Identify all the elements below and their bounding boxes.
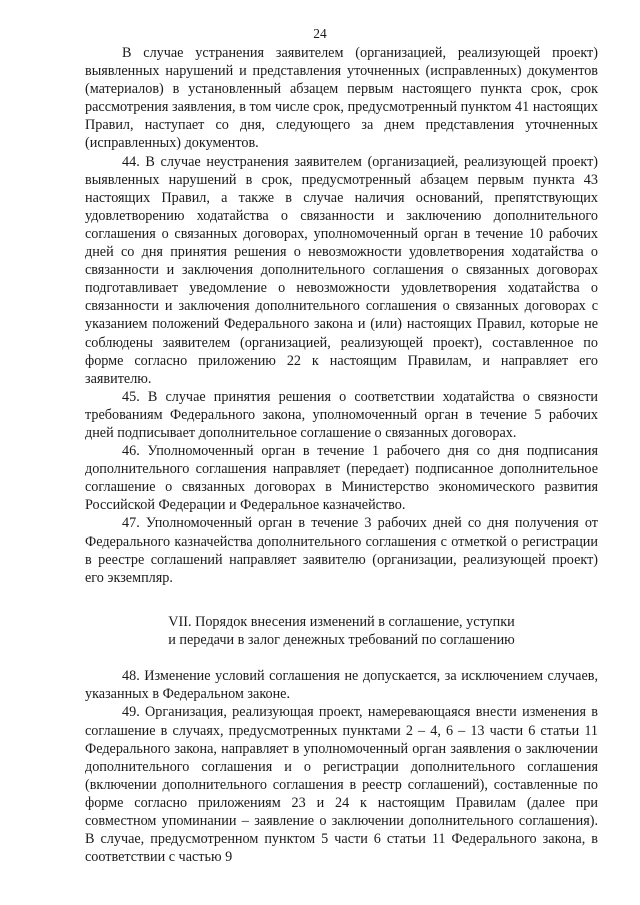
paragraph-49: 49. Организация, реализующая проект, намеревающаяся внести изменения в соглашение в случаях, предусмотренных пунктами 2 – 4, 6 – 13 части 6 статьи 11 Федерального закона, направляет в уполномоченный орган заявления о заключении дополнительного соглашения и о регистрации дополнительного соглашения (включении дополнительного соглашения в реестр соглашений), составленные по форме согласно приложениям 23 и 24 к настоящим Правилам (далее при совместном упоминании – заявление о заключении дополнительного соглашения). В случае, предусмотренном пунктом 5 части 6 статьи 11 Федерального закона, в соответствии с частью 9: [85, 704, 598, 866]
paragraph-47: 47. Уполномоченный орган в течение 3 рабочих дней со дня получения от Федерального казначейства дополнительного соглашения с отметкой о регистрации в реестре соглашений направляет заявителю (организации, реализующей проект) его экземпляр.: [85, 515, 598, 586]
paragraph-44: 44. В случае неустранения заявителем (организацией, реализующей проект) выявленных нарушений в срок, предусмотренный абзацем первым пункта 43 настоящих Правил, а также в случае наличия оснований, препятствующих удовлетворению ходатайства о связанности и заключению дополнительного соглашения о связанных договорах, уполномоченный орган в течение 10 рабочих дней со дня принятия решения о невозможности удовлетворения ходатайства о связанности и заключения дополнительного соглашения о связанных договорах подготавливает уведомление о невозможности удовлетворения ходатайства о связанности и заключения дополнительного соглашения о связанных договорах с указанием положений Федерального закона и (или) настоящих Правил, которые не соблюдены заявителем (организацией, реализующей проект), составленное по форме согласно приложению 22 к настоящим Правилам, и направляет его заявителю.: [85, 153, 598, 387]
paragraph-46: 46. Уполномоченный орган в течение 1 рабочего дня со дня подписания дополнительного соглашения направляет (передает) подписанное дополнительное соглашение о связанных договорах в Министерство экономического развития Российской Федерации и Федеральное казначейство.: [85, 443, 598, 514]
section-heading: [85, 613, 598, 649]
paragraph-45: 45. В случае принятия решения о соответствии ходатайства о связности требованиям Федерального закона, уполномоченный орган в течение 5 рабочих дней подписывает дополнительное соглашение о связанных договорах.: [85, 388, 598, 441]
document-body: [85, 44, 598, 866]
paragraph-43-continuation: В случае устранения заявителем (организацией, реализующей проект) выявленных нарушений и представления уточненных (исправленных) документов (материалов) в установленный абзацем первым настоящего пункта срок, срок рассмотрения заявления, в том числе срок, предусмотренный пунктом 41 настоящих Правил, наступает со дня, следующего за днем представления уточненных (исправленных) документов.: [85, 45, 598, 152]
section-heading-line-1: VII. Порядок внесения изменений в соглашение, уступки: [168, 613, 515, 630]
paragraph-48: 48. Изменение условий соглашения не допускается, за исключением случаев, указанных в Федеральном законе.: [85, 668, 598, 703]
section-heading-line-2: и передачи в залог денежных требований по соглашению: [168, 632, 515, 649]
page-number: 24: [313, 26, 327, 41]
